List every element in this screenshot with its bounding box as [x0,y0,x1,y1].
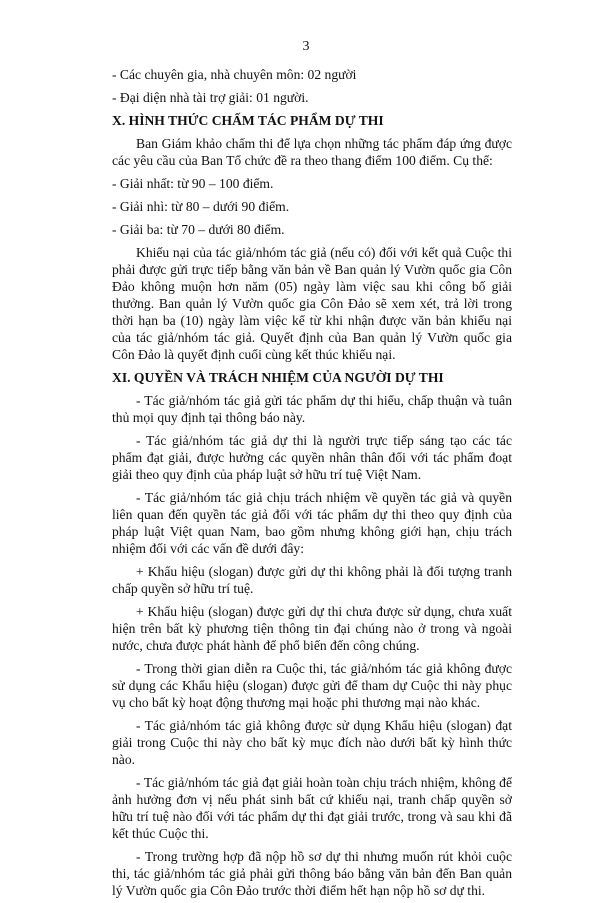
prize-second: - Giải nhì: từ 80 – dưới 90 điểm. [112,199,290,214]
rights-item-5: - Tác giả/nhóm tác giả không được sử dụng Khẩu hiệu (slogan) đạt giải trong Cuộc thi này cho bất kỳ mục đích nào dưới bất kỳ hình thức nào. [112,718,512,767]
jury-line-sponsor: - Đại diện nhà tài trợ giải: 01 người. [112,90,309,105]
section-heading-x: X. HÌNH THỨC CHẤM TÁC PHẨM DỰ THI [112,113,384,128]
rights-item-7: - Trong trường hợp đã nộp hồ sơ dự thi nhưng muốn rút khỏi cuộc thi, tác giả/nhóm tác giả phải gửi thông báo bằng văn bản đến Ban quản lý Vườn quốc gia Côn Đảo trước thời điểm hết hạn nộp hồ sơ dự thi. [112,849,512,898]
rights-item-6: - Tác giả/nhóm tác giả đạt giải hoàn toàn chịu trách nhiệm, không để ảnh hưởng đơn vị nếu phát sinh bất cứ khiếu nại, tranh chấp quyền sở hữu trí tuệ nào đối với tác phẩm dự thi đạt giải trước, trong và sau khi đã kết thúc Cuộc thi. [112,775,512,841]
rights-item-2: - Tác giả/nhóm tác giả dự thi là người trực tiếp sáng tạo các tác phẩm đạt giải, được hưởng các quyền nhân thân đối với tác phẩm đoạt giải theo quy định của pháp luật sở hữu trí tuệ Việt Nam. [112,433,512,482]
section-heading-xi: XI. QUYỀN VÀ TRÁCH NHIỆM CỦA NGƯỜI DỰ THI [112,370,444,385]
rights-item-4: - Trong thời gian diễn ra Cuộc thi, tác giả/nhóm tác giả không được sử dụng các Khẩu hiệu (slogan) được gửi để tham dự Cuộc thi này phục vụ cho bất kỳ hoạt động thương mại hoặc phi thương mại nào khác. [112,661,512,710]
prize-first: - Giải nhất: từ 90 – 100 điểm. [112,176,274,191]
rights-subitem-3b: + Khẩu hiệu (slogan) được gửi dự thi chưa được sử dụng, chưa xuất hiện trên bất kỳ phương tiện thông tin đại chúng nào ở trong và ngoài nước, chưa được phát hành để phổ biến đến công chúng. [112,604,512,653]
jury-line-experts: - Các chuyên gia, nhà chuyên môn: 02 người [112,67,357,82]
rights-subitem-3a: + Khẩu hiệu (slogan) được gửi dự thi không phải là đối tượng tranh chấp quyền sở hữu trí tuệ. [112,564,512,596]
rights-item-1: - Tác giả/nhóm tác giả gửi tác phẩm dự thi hiểu, chấp thuận và tuân thủ mọi quy định tại thông báo này. [112,393,512,425]
page-number: 3 [302,39,310,54]
paragraph-scoring: Ban Giám khảo chấm thi để lựa chọn những tác phẩm đáp ứng được các yêu cầu của Ban Tổ chức đề ra theo thang điểm 100 điểm. Cụ thể: [112,136,512,168]
prize-third: - Giải ba: từ 70 – dưới 80 điểm. [112,222,285,237]
document-body [112,66,512,903]
paragraph-complaints: Khiếu nại của tác giả/nhóm tác giả (nếu có) đối với kết quả Cuộc thi phải được gửi trực tiếp bằng văn bản về Ban quản lý Vườn quốc gia Côn Đảo không muộn hơn năm (05) ngày làm việc sau khi công bố giải thưởng. Ban quản lý Vườn quốc gia Côn Đảo sẽ xem xét, trả lời trong thời hạn ba (10) ngày làm việc kể từ khi nhận được văn bản khiếu nại của tác giả/nhóm tác giả. Quyết định của Ban quản lý Vườn quốc gia Côn Đảo là quyết định cuối cùng kết thúc khiếu nại. [112,245,512,362]
rights-item-3: - Tác giả/nhóm tác giả chịu trách nhiệm về quyền tác giả và quyền liên quan đến quyền tác giả đối với tác phẩm dự thi theo quy định của pháp luật Việt quan Nam, bao gồm nhưng không giới hạn, chịu trách nhiệm đối với các vấn đề dưới đây: [112,490,512,556]
